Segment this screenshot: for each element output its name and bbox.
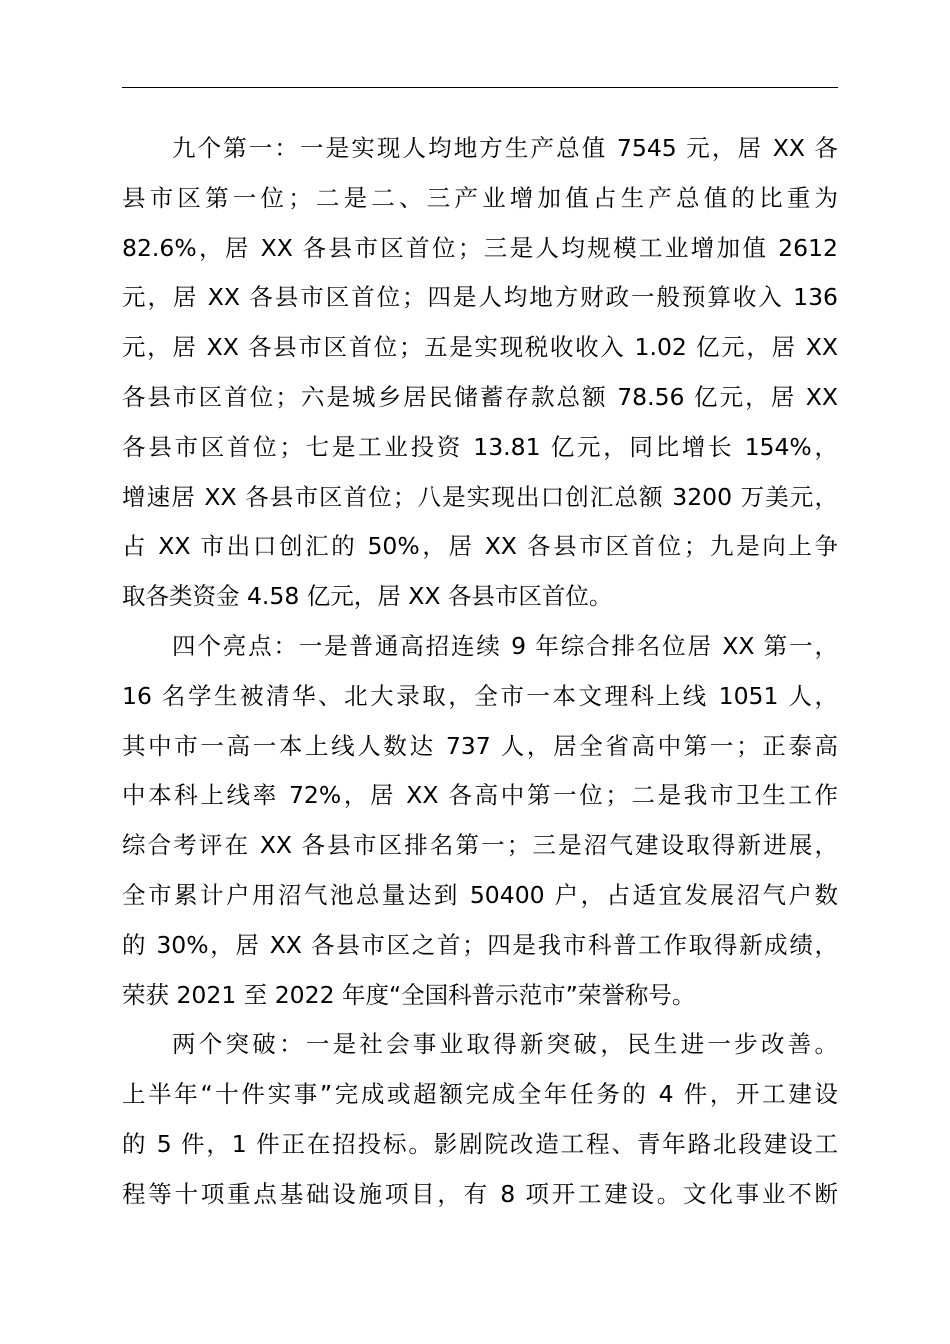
paragraph-four-highlights: [122, 622, 838, 1020]
text-line: 荣获 2021 至 2022 年度“全国科普示范市”荣誉称号。: [122, 980, 696, 1009]
text-line: 16 名学生被清华、北大录取，全市一本文理科上线 1051 人，: [122, 681, 838, 710]
text-line: 各县市区首位；七是工业投资 13.81 亿元，同比增长 154%，: [122, 432, 838, 461]
text-line: 的 5 件，1 件正在招投标。影剧院改造工程、青年路北段建设工: [122, 1129, 838, 1158]
text-line: 占 XX 市出口创汇的 50%，居 XX 各县市区首位；九是向上争: [122, 532, 838, 561]
text-line: 综合考评在 XX 各县市区排名第一；三是沼气建设取得新进展，: [122, 831, 838, 860]
text-line: 增速居 XX 各县市区首位；八是实现出口创汇总额 3200 万美元，: [122, 482, 838, 511]
text-line: 其中市一高一本上线人数达 737 人，居全省高中第一；正泰高: [122, 731, 838, 760]
text-line: 程等十项重点基础设施项目，有 8 项开工建设。文化事业不断: [122, 1179, 838, 1208]
text-line: 各县市区首位；六是城乡居民储蓄存款总额 78.56 亿元，居 XX: [122, 382, 838, 411]
text-line: 上半年“十件实事”完成或超额完成全年任务的 4 件，开工建设: [122, 1080, 838, 1109]
text-line: 中本科上线率 72%，居 XX 各高中第一位；二是我市卫生工作: [122, 781, 838, 810]
text-line: 82.6%，居 XX 各县市区首位；三是人均规模工业增加值 2612: [122, 233, 838, 262]
header-rule: [122, 87, 838, 88]
text-line: 的 30%，居 XX 各县市区之首；四是我市科普工作取得新成绩，: [122, 930, 838, 959]
document-body: [122, 124, 838, 1220]
text-line: 九个第一：一是实现人均地方生产总值 7545 元，居 XX 各: [172, 134, 838, 162]
text-line: 元，居 XX 各县市区首位；五是实现税收收入 1.02 亿元，居 XX: [122, 333, 838, 362]
text-line: 元，居 XX 各县市区首位；四是人均地方财政一般预算收入 136: [122, 283, 838, 312]
text-line: 四个亮点：一是普通高招连续 9 年综合排名位居 XX 第一，: [172, 631, 838, 660]
text-line: 取各类资金 4.58 亿元，居 XX 各县市区首位。: [122, 582, 613, 611]
text-line: 两个突破：一是社会事业取得新突破，民生进一步改善。: [172, 1030, 838, 1059]
text-line: 县市区第一位；二是二、三产业增加值占生产总值的比重为: [122, 183, 838, 212]
paragraph-two-breakthroughs: [122, 1020, 838, 1219]
text-line: 全市累计户用沼气池总量达到 50400 户，占适宜发展沼气户数: [122, 880, 838, 909]
paragraph-nine-firsts: [122, 124, 838, 622]
